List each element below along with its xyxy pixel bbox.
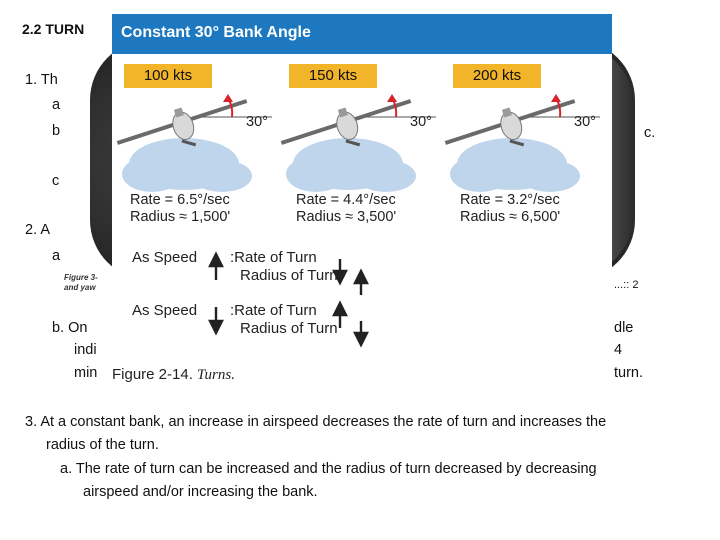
item-2-tail: ...:: 2 (614, 279, 639, 291)
rate-150: Rate = 4.4°/sec (296, 192, 396, 208)
item-2a-marker: a (52, 248, 61, 264)
item-2b-line-1: b. On (52, 320, 88, 336)
item-2b-line-2-tail: 4 (614, 342, 623, 358)
item-2b-line-2: indi (74, 342, 97, 358)
cloud-graphics (122, 138, 580, 192)
item-3a-line-1: a. The rate of turn can be increased and the radius of turn decreased by decreasing (60, 461, 597, 477)
bank-label-2: 30° (410, 114, 432, 130)
item-2b-line-3: min (74, 365, 98, 381)
as-speed-label-1: As Speed (132, 249, 198, 266)
item-2b-line-3-tail: turn. (614, 365, 644, 381)
item-1a-marker: a (52, 97, 61, 113)
speed-box-200: 200 kts (453, 64, 541, 88)
figure-caption (112, 366, 235, 384)
rate-of-turn-label-2: :Rate of Turn (230, 302, 317, 319)
radius-of-turn-label-1: Radius of Turn (240, 267, 338, 284)
radius-of-turn-label-2: Radius of Turn (240, 320, 338, 337)
rate-100: Rate = 6.5°/sec (130, 192, 230, 208)
rate-200: Rate = 3.2°/sec (460, 192, 560, 208)
item-1b-tail: c. (644, 125, 656, 141)
item-2-marker: 2. A (25, 222, 50, 238)
as-speed-label-2: As Speed (132, 302, 198, 319)
item-3a-line-2: airspeed and/or increasing the bank. (83, 484, 318, 500)
small-figure-caption-1: Figure 3- (64, 273, 98, 282)
small-figure-caption-2: and yaw (64, 283, 96, 292)
radius-200: Radius ≈ 6,500' (460, 209, 561, 225)
item-3-line-1: 3. At a constant bank, an increase in airspeed decreases the rate of turn and increases the (25, 414, 607, 430)
speed-box-100: 100 kts (124, 64, 212, 88)
bank-label-3: 30° (574, 114, 596, 130)
rate-of-turn-label-1: :Rate of Turn (230, 249, 317, 266)
item-3-line-2: radius of the turn. (46, 437, 159, 453)
section-title: 2.2 TURN (22, 21, 85, 37)
item-2b-line-1-tail: dle (614, 320, 634, 336)
bank-label-1: 30° (246, 114, 268, 130)
item-1b-marker: b (52, 123, 61, 139)
figure-title: Constant 30° Bank Angle (121, 24, 311, 41)
figure-2-14 (112, 14, 612, 391)
speed-box-150: 150 kts (289, 64, 377, 88)
radius-100: Radius ≈ 1,500' (130, 209, 231, 225)
item-1-marker: 1. Th (25, 72, 58, 88)
figure-caption-word: Turns. (197, 367, 235, 383)
bank-arc-arrows (223, 94, 561, 102)
item-1c-marker: c (52, 173, 60, 189)
radius-150: Radius ≈ 3,500' (296, 209, 397, 225)
figure-caption-label: Figure 2-14. (112, 366, 193, 383)
